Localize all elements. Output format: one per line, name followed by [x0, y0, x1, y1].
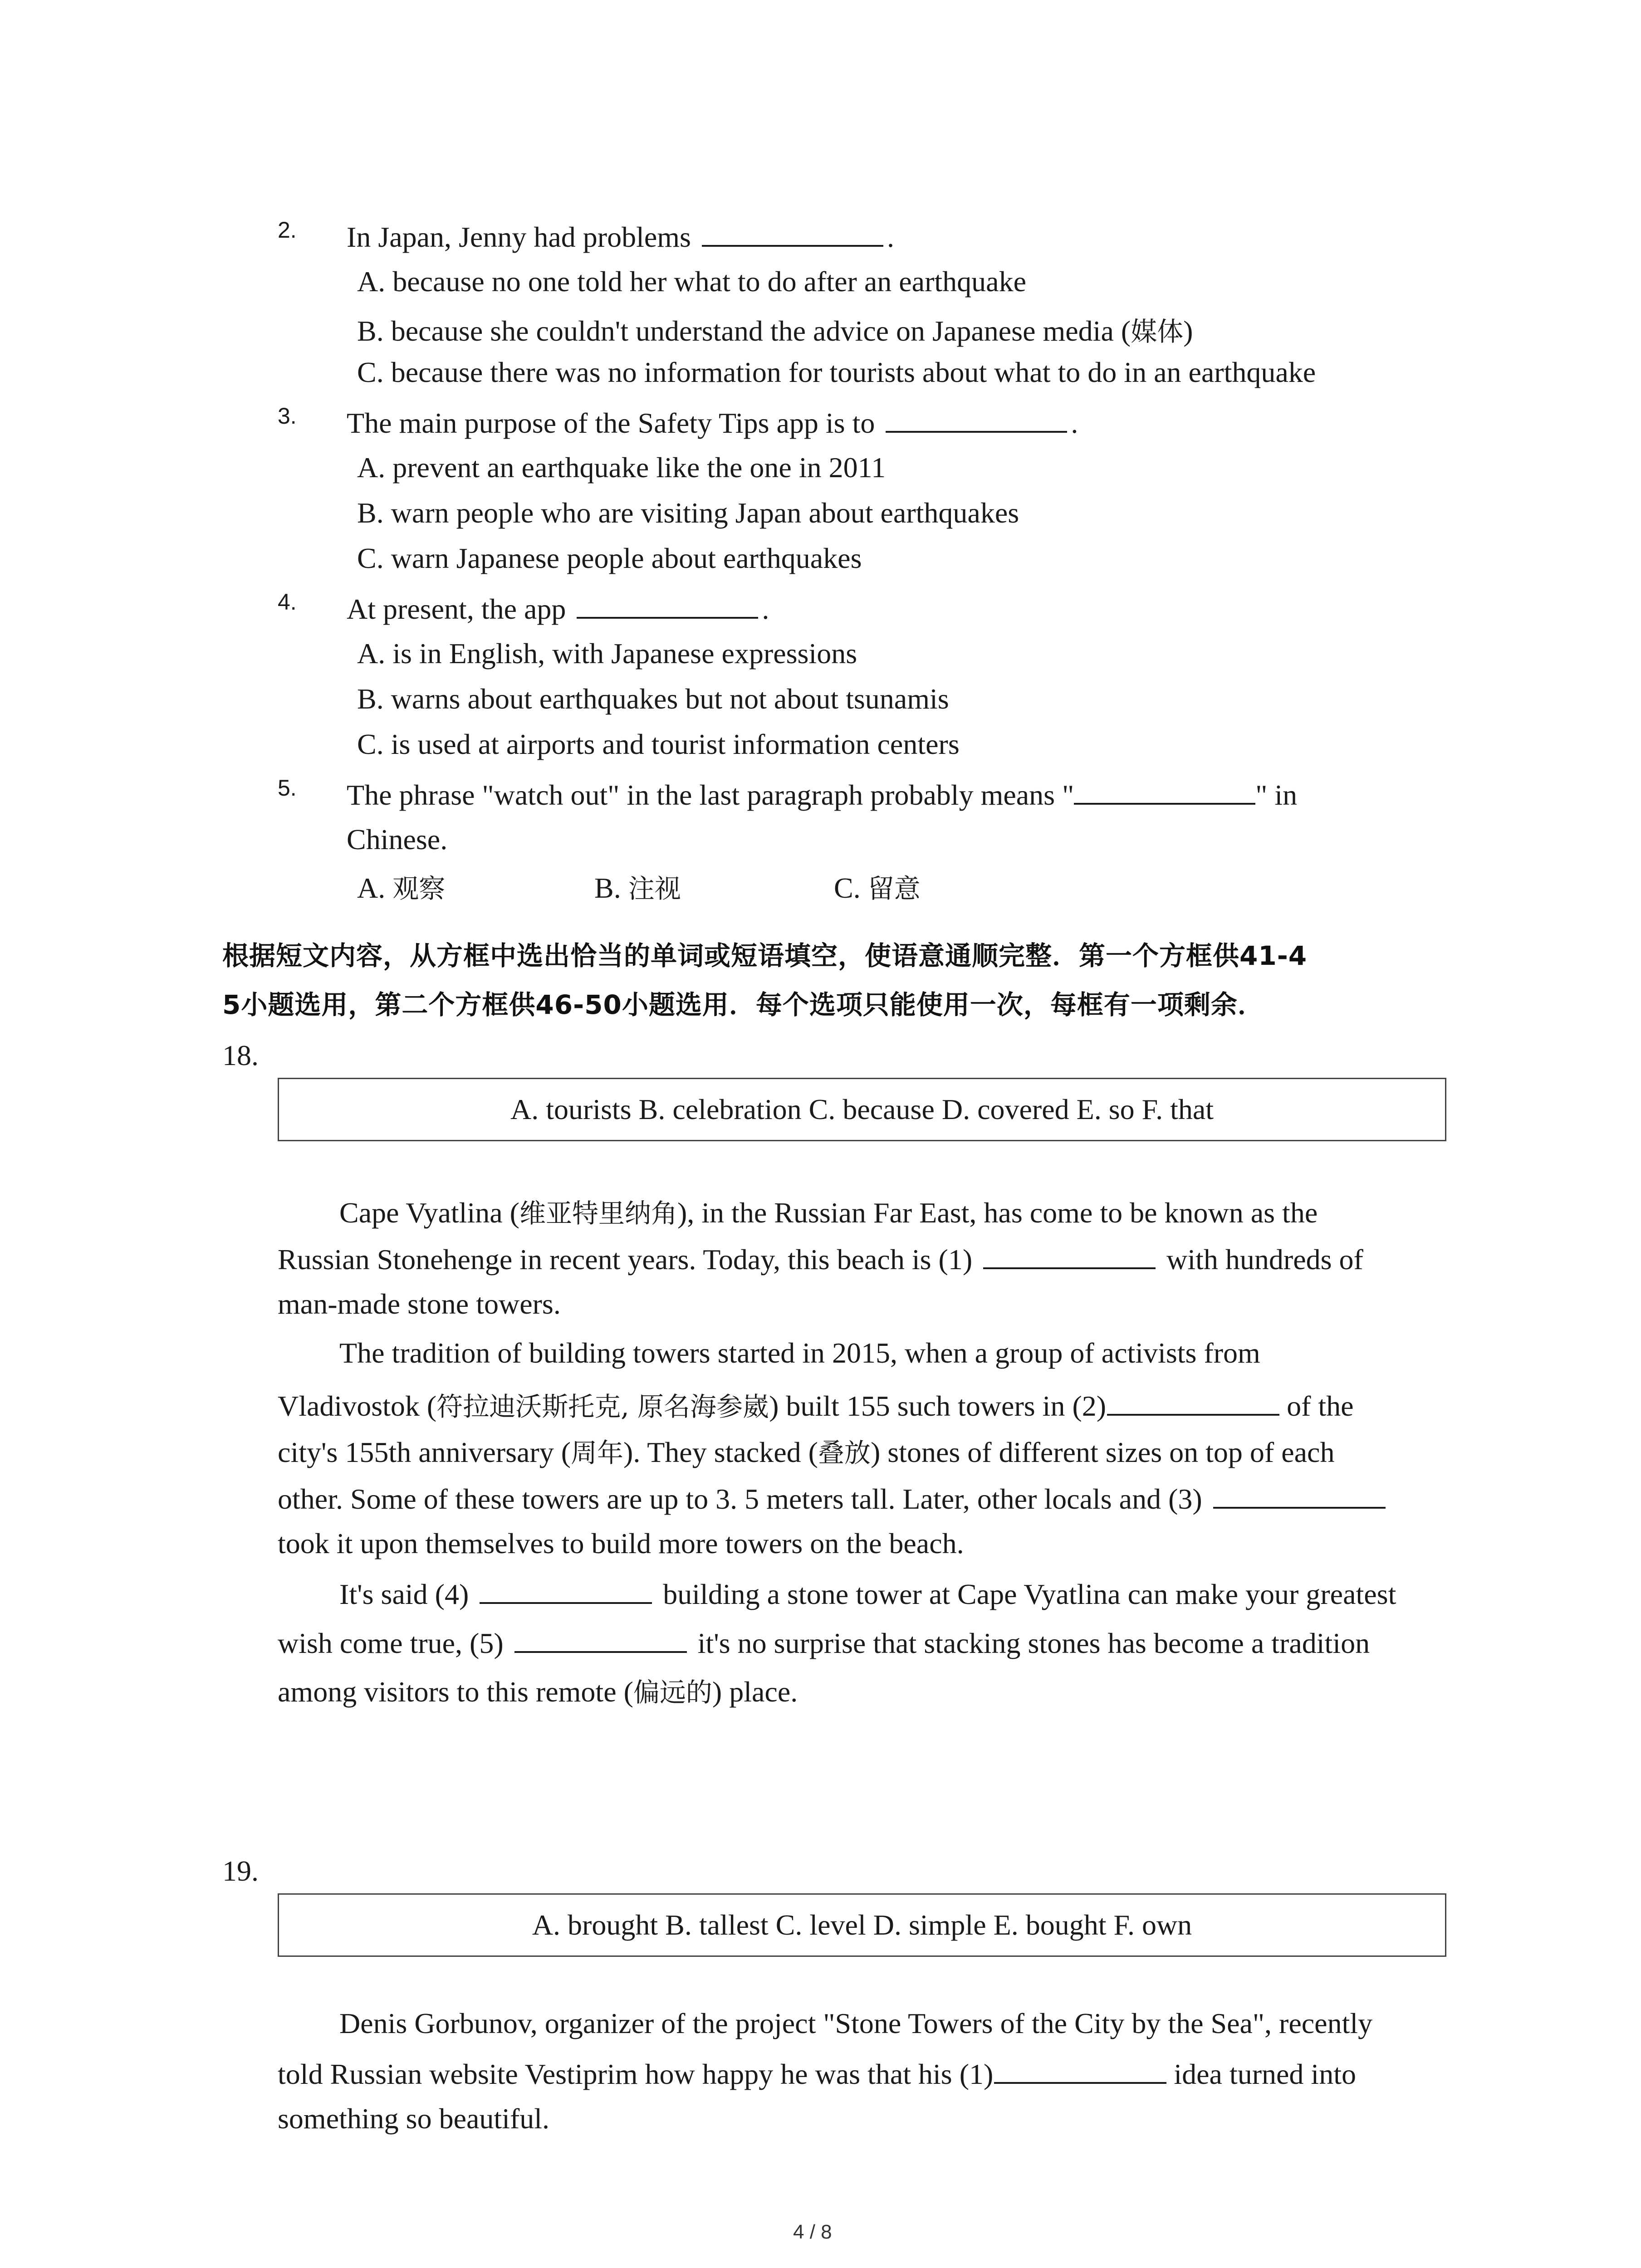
option-a: A. because no one told her what to do after an earthquake [357, 265, 1026, 298]
option-b: B. because she couldn't understand the advice on Japanese media (媒体) [357, 315, 1193, 347]
question-number: 5. [278, 775, 297, 801]
answer-blank [514, 1626, 687, 1653]
paragraph-line: Russian Stonehenge in recent years. Today, this beach is (1) with hundreds of [278, 1242, 1363, 1276]
paragraph-line: Cape Vyatlina (维亚特里纳角), in the Russian Far East, has come to be known as the [339, 1197, 1318, 1229]
option-a: A. is in English, with Japanese expressions [357, 637, 857, 670]
paragraph-line: among visitors to this remote (偏远的) place. [278, 1676, 798, 1708]
paragraph-line: wish come true, (5) it's no surprise that stacking stones has become a tradition [278, 1626, 1370, 1660]
option-a: A. 观察 [357, 872, 446, 904]
answer-blank [1074, 777, 1255, 805]
word-bank-text: A. tourists B. celebration C. because D. covered E. so F. that [510, 1093, 1214, 1125]
paragraph-line: Vladivostok (符拉迪沃斯托克, 原名海参崴) built 155 such towers in (2) of the [278, 1385, 1354, 1423]
option-b: B. warn people who are visiting Japan about earthquakes [357, 497, 1019, 529]
option-c: C. 留意 [834, 872, 921, 904]
question-stem: The main purpose of the Safety Tips app is to . [347, 406, 1078, 440]
question-stem: In Japan, Jenny had problems . [347, 220, 894, 254]
answer-blank [994, 2057, 1166, 2084]
answer-blank [480, 1577, 652, 1604]
option-c: C. is used at airports and tourist information centers [357, 728, 960, 760]
paragraph-line: It's said (4) building a stone tower at Cape Vyatlina can make your greatest [339, 1577, 1396, 1611]
answer-blank [577, 591, 758, 619]
option-c: C. warn Japanese people about earthquakes [357, 542, 862, 574]
paragraph-line: city's 155th anniversary (周年). They stacked (叠放) stones of different sizes on top of each [278, 1436, 1335, 1468]
answer-blank [886, 406, 1067, 433]
section-number: 19. [222, 1855, 259, 1887]
word-bank-box [278, 1078, 1446, 1141]
answer-blank [702, 220, 883, 247]
question-stem: At present, the app . [347, 591, 769, 626]
option-b: B. warns about earthquakes but not about tsunamis [357, 683, 949, 715]
paragraph-line: something so beautiful. [278, 2102, 550, 2135]
section-instruction: 根据短文内容，从方框中选出恰当的单词或短语填空，使语意通顺完整．第一个方框供41-4 [222, 940, 1308, 971]
question-stem-continued: Chinese. [347, 823, 448, 855]
section-number: 18. [222, 1039, 259, 1071]
section-instruction-continued: 5小题选用，第二个方框供46-50小题选用．每个选项只能使用一次，每框有一项剩余． [222, 989, 1264, 1020]
answer-blank [1107, 1388, 1279, 1416]
word-bank-text: A. brought B. tallest C. level D. simple E. bought F. own [532, 1909, 1192, 1941]
question-number: 4. [278, 589, 297, 615]
paragraph-line: The tradition of building towers started in 2015, when a group of activists from [339, 1337, 1260, 1369]
paragraph-line: told Russian website Vestiprim how happy he was that his (1) idea turned into [278, 2057, 1356, 2091]
answer-blank [1213, 1481, 1386, 1509]
question-number: 2. [278, 217, 297, 243]
question-number: 3. [278, 403, 297, 429]
paragraph-line: other. Some of these towers are up to 3. 5 meters tall. Later, other locals and (3) [278, 1481, 1389, 1516]
option-b: B. 注视 [594, 872, 681, 904]
page-number: 4 / 8 [793, 2221, 832, 2243]
answer-blank [983, 1242, 1156, 1269]
word-bank-box [278, 1893, 1446, 1957]
question-stem: The phrase "watch out" in the last paragraph probably means " " in [347, 777, 1297, 812]
option-a: A. prevent an earthquake like the one in 2011 [357, 451, 886, 484]
paragraph-line: man-made stone towers. [278, 1288, 561, 1320]
paragraph-line: took it upon themselves to build more towers on the beach. [278, 1527, 964, 1559]
paragraph-line: Denis Gorbunov, organizer of the project "Stone Towers of the City by the Sea", recently [339, 2007, 1373, 2039]
option-c: C. because there was no information for tourists about what to do in an earthquake [357, 356, 1316, 388]
